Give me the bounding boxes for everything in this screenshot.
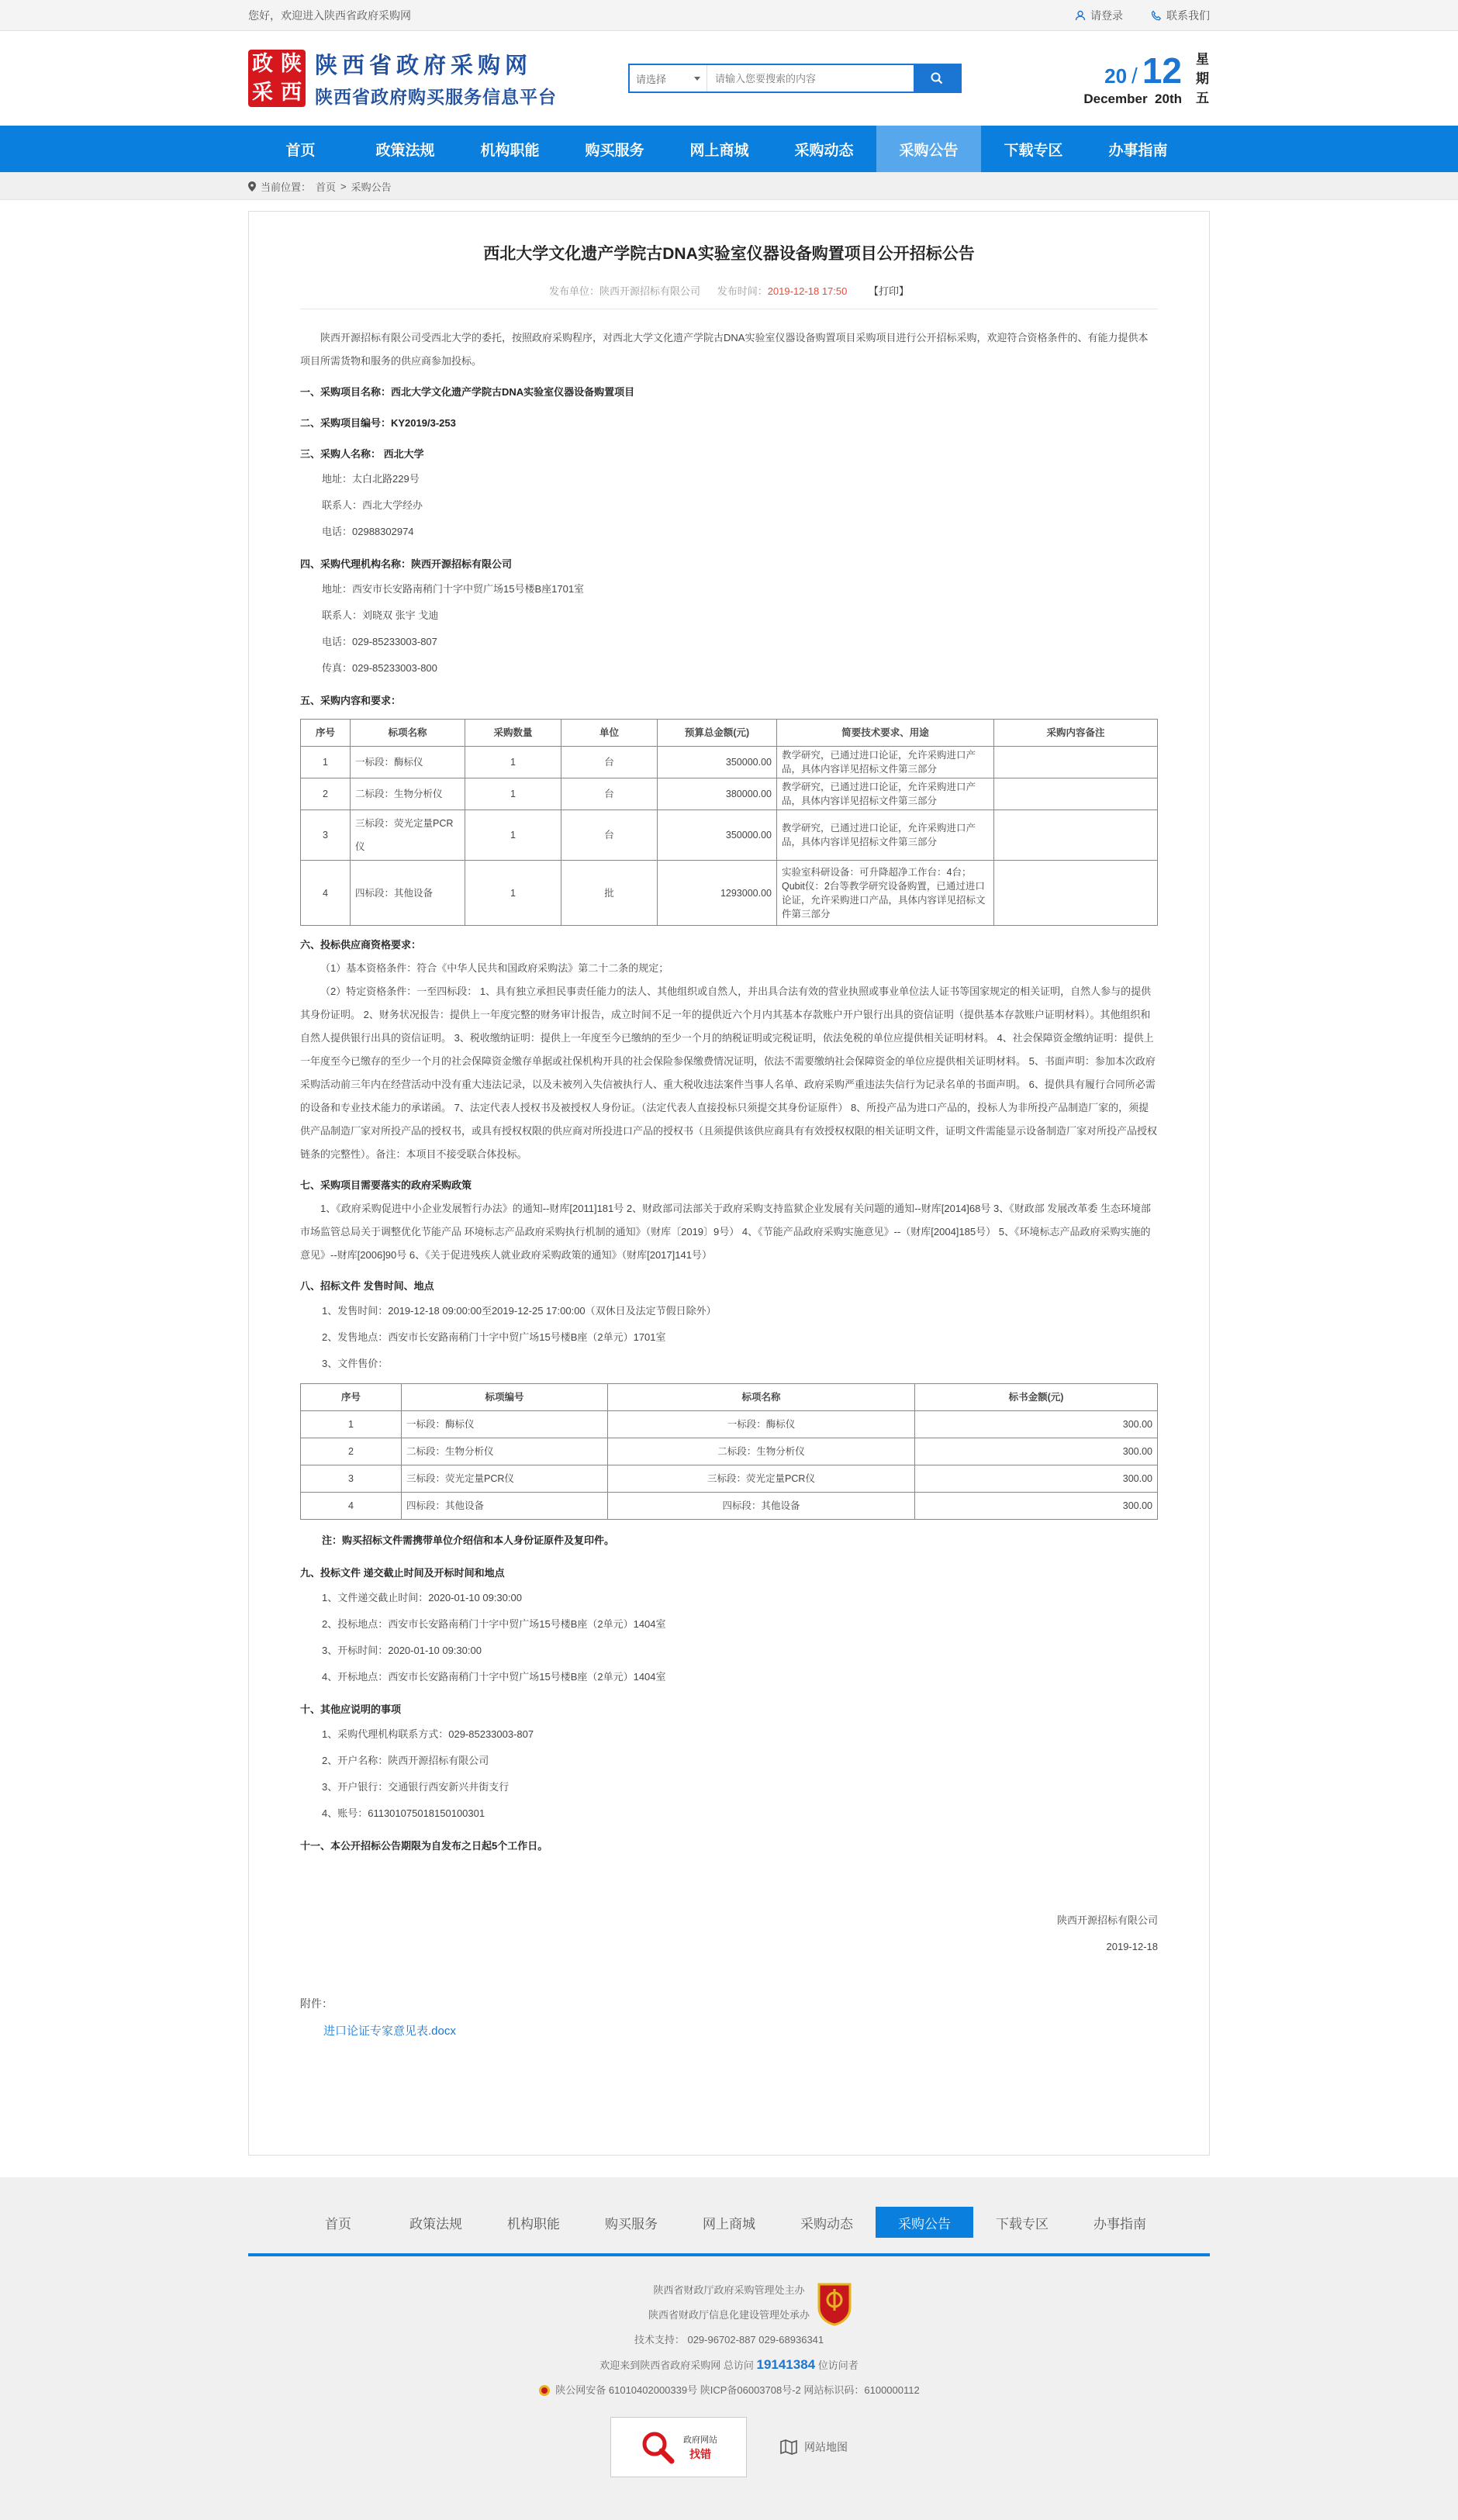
sitemap-label: 网站地图 [804,2441,848,2453]
table-header: 序号 [301,720,351,747]
search-category-value: 请选择 [636,73,667,85]
table-cell: 教学研究，已通过进口论证，允许采购进口产品，具体内容详见招标文件第三部分 [777,747,994,778]
login-link[interactable] [1075,8,1123,23]
table-cell: 三标段：荧光定量PCR仪 [402,1465,608,1493]
section-heading: 九、投标文件 递交截止时间及开标时间和地点 [300,1567,505,1579]
table-header: 序号 [301,1384,402,1411]
table-row [301,861,1158,926]
nav-item[interactable]: 购买服务 [585,142,644,159]
table-cell: 1 [301,747,351,778]
table-cell: 1293000.00 [658,861,777,926]
table-cell: 三标段：荧光定量PCR仪 [351,810,465,861]
date-slash: / [1132,64,1138,88]
table-cell: 4 [301,861,351,926]
section-heading: 二、采购项目编号：KY2019/3-253 [300,417,456,429]
list-item: 1、发售时间：2019-12-18 09:00:00至2019-12-25 17:00:00（双休日及法定节假日除外） [322,1305,717,1317]
list-item: 地址：太白北路229号 [322,473,420,485]
list-item: 地址：西安市长安路南稍门十字中贸广场15号楼B座1701室 [322,583,585,595]
breadcrumb [0,172,1458,200]
list-item: 1、采购代理机构联系方式：029-85233003-807 [322,1728,534,1740]
list-item: 联系人：西北大学经办 [322,499,423,511]
search-bar [628,64,962,93]
icp-text: 陕公网安备 61010402000339号 陕ICP备06003708号-2 网站标识码：6100000112 [555,2384,920,2396]
publish-time: 2019-12-18 17:50 [767,285,848,297]
purchase-note: 注：购买招标文件需携带单位介绍信和本人身份证原件及复印件。 [322,1534,615,1546]
table-cell: 教学研究，已通过进口论证，允许采购进口产品，具体内容详见招标文件第三部分 [777,810,994,861]
section-heading: 一、采购项目名称：西北大学文化遗产学院古DNA实验室仪器设备购置项目 [300,386,635,398]
site-name: 陕西省政府采购网 [315,52,533,78]
attachment-label: 附件： [300,1997,333,2010]
list-item: 电话：02988302974 [322,526,414,537]
nav-item[interactable]: 机构职能 [480,142,540,159]
list-item: 3、文件售价： [322,1358,389,1369]
seal-char: 陕 [281,52,302,76]
table-row [301,810,1158,861]
logo-seal [248,50,306,107]
list-item: 4、开标地点：西安市长安路南稍门十字中贸广场15号楼B座（2单元）1404室 [322,1671,666,1683]
table-header: 采购内容备注 [994,720,1158,747]
table-cell: 1 [465,861,561,926]
visit-count: 19141384 [756,2357,816,2372]
footer-support: 技术支持： 029-96702-887 029-68936341 [634,2334,824,2346]
date-month: December [1083,91,1148,106]
table-cell: 一标段：酶标仪 [402,1411,608,1438]
footer-undertaker: 陕西省财政厅信息化建设管理处承办 [648,2309,810,2321]
table-cell: 台 [561,778,658,810]
footer-nav-item[interactable]: 购买服务 [605,2216,658,2232]
table-cell: 二标段：生物分析仪 [351,778,465,810]
footer-nav-item[interactable]: 首页 [325,2216,351,2232]
table-row [301,1493,1158,1520]
section-heading: 十、其他应说明的事项 [300,1704,402,1715]
footer-nav-item[interactable]: 政策法规 [409,2216,462,2232]
table-header: 简要技术要求、用途 [777,720,994,747]
table-cell: 350000.00 [658,810,777,861]
sign-org: 陕西开源招标有限公司 [1056,1914,1158,1926]
table-row [301,1438,1158,1465]
article-meta [300,283,1158,309]
nav-item[interactable]: 下载专区 [1004,142,1063,159]
search-input[interactable] [707,65,914,91]
nav-item[interactable]: 政策法规 [375,142,435,159]
caret-down-icon [694,77,700,81]
list-item: 4、账号：611301075018150100301 [322,1807,485,1819]
nav-item[interactable]: 办事指南 [1108,142,1168,159]
table-row [301,1465,1158,1493]
visits-suffix: 位访问者 [817,2359,859,2371]
table-cell: 350000.00 [658,747,777,778]
phone-icon [1151,10,1162,21]
seal-char: 西 [281,81,302,105]
table-cell: 三标段：荧光定量PCR仪 [608,1465,915,1493]
breadcrumb-label: 当前位置： [261,181,312,193]
table-cell: 2 [301,1438,402,1465]
nav-item[interactable]: 网上商城 [689,142,749,159]
breadcrumb-home[interactable]: 首页 [316,181,337,193]
seal-char: 采 [252,81,273,105]
table-cell: 一标段：酶标仪 [608,1411,915,1438]
table-cell: 1 [465,747,561,778]
table-cell: 4 [301,1493,402,1520]
footer-nav-item[interactable]: 办事指南 [1094,2216,1146,2232]
table-header: 采购数量 [465,720,561,747]
search-category-select[interactable] [630,65,707,91]
section-heading: 五、采购内容和要求： [300,695,402,706]
date-day-ordinal: 20th [1155,91,1182,106]
list-item: 3、开户银行：交通银行西安新兴井街支行 [322,1781,510,1793]
table-cell: 实验室科研设备：可升降超净工作台：4台；Qubit仪：2台等教学研究设备购置，已通过进口论证，允许采购进口产品，具体内容详见招标文件第三部分 [777,861,994,926]
table-row [301,1411,1158,1438]
table-cell: 台 [561,747,658,778]
nav-item[interactable]: 首页 [285,142,316,159]
list-item: 电话：029-85233003-807 [322,636,437,647]
table-header: 标项编号 [402,1384,608,1411]
footer-nav [248,2177,1210,2256]
breadcrumb-current[interactable]: 采购公告 [351,181,392,193]
table-header: 标书金额(元) [915,1384,1158,1411]
section-heading: 三、采购人名称： 西北大学 [300,448,424,460]
contact-link[interactable] [1151,8,1210,23]
header [0,31,1458,126]
report-error-badge[interactable] [610,2417,747,2477]
table-cell: 二标段：生物分析仪 [608,1438,915,1465]
contact-label: 联系我们 [1166,9,1210,22]
article-title: 西北大学文化遗产学院古DNA实验室仪器设备购置项目公开招标公告 [483,245,975,263]
footer [0,2177,1458,2520]
sitemap-link[interactable] [779,2435,848,2460]
date-day: 12 [1142,50,1182,91]
table-cell: 四标段：其他设备 [351,861,465,926]
breadcrumb-separator: > [340,180,347,192]
table-cell [994,861,1158,926]
visits-prefix: 欢迎来到陕西省政府采购网 总访问 [599,2359,754,2371]
table-cell: 2 [301,778,351,810]
top-bar [0,0,1458,31]
table-cell: 1 [301,1411,402,1438]
magnifier-icon [640,2429,675,2465]
table-cell: 3 [301,810,351,861]
table-cell [994,747,1158,778]
welcome-text: 您好，欢迎进入陕西省政府采购网 [248,9,411,22]
table-cell: 300.00 [915,1438,1158,1465]
table-cell [994,778,1158,810]
table-cell: 300.00 [915,1465,1158,1493]
table-cell: 300.00 [915,1411,1158,1438]
attachment-link[interactable]: 进口论证专家意见表.docx [323,2025,456,2038]
section-heading: 七、采购项目需要落实的政府采购政策 [300,1179,472,1191]
list-item: 传真：029-85233003-800 [322,662,437,674]
list-item: 3、开标时间：2020-01-10 09:30:00 [322,1645,482,1656]
footer-icp [0,2378,1458,2403]
section-heading: 十一、本公开招标公告期限为自发布之日起5个工作日。 [300,1840,548,1852]
table-cell: 380000.00 [658,778,777,810]
footer-nav-item[interactable]: 下载专区 [996,2216,1049,2232]
footer-nav-item[interactable]: 采购公告 [876,2207,973,2238]
table-cell: 二标段：生物分析仪 [402,1438,608,1465]
list-item: 2、发售地点：西安市长安路南稍门十字中贸广场15号楼B座（2单元）1701室 [322,1331,666,1343]
seal-char: 政 [252,52,273,76]
search-button[interactable] [914,65,960,91]
party-emblem-icon [816,2281,853,2326]
attachments [300,1996,1158,2038]
search-icon [931,72,943,85]
table-cell: 批 [561,861,658,926]
date-display [1083,50,1210,108]
list-item: 2、投标地点：西安市长安路南稍门十字中贸广场15号楼B座（2单元）1404室 [322,1618,666,1630]
list-item: 2、开户名称：陕西开源招标有限公司 [322,1755,489,1766]
table-header: 标项名称 [608,1384,915,1411]
footer-nav-item[interactable]: 机构职能 [507,2216,560,2232]
date-year: 20 [1104,64,1128,88]
nav-item[interactable]: 采购公告 [876,126,981,172]
table-cell: 四标段：其他设备 [608,1493,915,1520]
table-cell: 四标段：其他设备 [402,1493,608,1520]
police-badge-icon [538,2384,551,2397]
weekday: 星期五 [1196,51,1209,105]
section-heading: 八、招标文件 发售时间、地点 [300,1280,434,1292]
badge-top: 政府网站 [683,2435,717,2445]
location-pin-icon [248,181,256,192]
article-body [300,326,1158,1858]
table-cell: 台 [561,810,658,861]
table-cell: 教学研究，已通过进口论证，允许采购进口产品，具体内容详见招标文件第三部分 [777,778,994,810]
login-label: 请登录 [1090,9,1123,22]
site-subtitle: 陕西省政府购买服务信息平台 [315,87,557,108]
table-cell: 一标段：酶标仪 [351,747,465,778]
print-button[interactable]: 【打印】 [868,285,909,297]
footer-info [0,2278,1458,2477]
table-header: 预算总金额(元) [658,720,777,747]
qualification-basic: （1）基本资格条件：符合《中华人民共和国政府采购法》第二十二条的规定； [320,962,669,974]
table-row [301,747,1158,778]
user-icon [1075,10,1086,21]
procurement-table [300,719,1158,926]
footer-nav-item[interactable]: 网上商城 [703,2216,755,2232]
table-cell: 1 [465,810,561,861]
main-nav [0,126,1458,172]
table-header: 单位 [561,720,658,747]
list-item: 1、文件递交截止时间：2020-01-10 09:30:00 [322,1592,522,1603]
section-heading: 六、投标供应商资格要求： [300,939,422,951]
site-logo[interactable] [248,48,628,109]
badge-main: 找错 [689,2448,711,2460]
qualification-specific: （2）特定资格条件：一至四标段： 1、具有独立承担民事责任能力的法人、其他组织或自然人，并出具合法有效的营业执照或事业单位法人证书等国家规定的相关证明，自然人参与的提供其身份证明。 2、财务状况报告：提供上一年度完整的财务审计报告，成立时间不足一年的提供近六个月内其基本存款账户开户银行出具的资信证明（提供基本存款账户证明材料）。其他组织和自然人提供银行出具的资信证明。 3、税收缴纳证明：提供上一年度至今已缴纳的至少一个月的纳税证明或完税证明，依法免税的单位应提供相关证明材料。 4、社会保障资金缴纳证明：提供上一年度至今已缴存的至少一个月的社会保障资金缴存单据或社保机构开具的社会保险参保缴费情况证明，依法不需要缴纳社会保障资金的单位应提供相关证明材料。 5、书面声明：参加本次政府采购活动前三年内在经营活动中没有重大违法记录，以及未被列入失信被执行人、重大税收违法案件当事人名单、政府采购严重违法失信行为记录名单的书面声明。 6、提供具有履行合同所必需的设备和专业技术能力的承诺函。 7、法定代表人授权书及被授权人身份证。（法定代表人直接投标只须提交其身份证原件） 8、所投产品为进口产品的，投标人为非所投产品制造厂家的，须提供产品制造厂家对所投产品的授权书，或具有授权权限的供应商对所投进口产品的授权书（且须提供该供应商具有有效授权权限的相关证明文件，证明文件需能显示设备制造厂家对所投产品授权链条的完整性）。备注：本项目不接受联合体投标。 [300,986,1158,1160]
table-cell: 300.00 [915,1493,1158,1520]
list-item: 联系人：刘晓双 张宇 戈迪 [322,609,439,621]
footer-nav-item[interactable]: 采购动态 [800,2216,853,2232]
intro-paragraph: 陕西开源招标有限公司受西北大学的委托，按照政府采购程序，对西北大学文化遗产学院古DNA实验室仪器设备购置项目采购项目进行公开招标采购，欢迎符合资格条件的、有能力提供本项目所需货物和服务的供应商参加投标。 [300,332,1149,367]
table-cell [994,810,1158,861]
table-cell: 3 [301,1465,402,1493]
sign-date: 2019-12-18 [1106,1941,1158,1952]
nav-item[interactable]: 采购动态 [794,142,854,159]
table-row [301,778,1158,810]
footer-visits [0,2353,1458,2378]
publisher-label: 发布单位： [548,285,599,297]
sitemap-icon [779,2439,798,2456]
table-header: 标项名称 [351,720,465,747]
section-heading: 四、采购代理机构名称：陕西开源招标有限公司 [300,558,513,570]
publisher: 陕西开源招标有限公司 [599,285,701,297]
table-cell: 1 [465,778,561,810]
footer-host: 陕西省财政厅政府采购管理处主办 [653,2284,805,2296]
policy-paragraph: 1、《政府采购促进中小企业发展暂行办法》的通知--财库[2011]181号 2、财政部司法部关于政府采购支持监狱企业发展有关问题的通知--财库[2014]68号 3、《财政部 发展改革委 生态环境部 市场监管总局关于调整优化节能产品 环境标志产品政府采购执行机制的通知》（财库〔2019〕9号） 4、《节能产品政府采购实施意见》--（财库[2004]185号） 5、《环境标志产品政府采购实施的意见》--财库[2006]90号 6、《关于促进残疾人就业政府采购政策的通知》（财库[2017]141号） [300,1203,1151,1261]
article [248,211,1210,2156]
document-price-table [300,1383,1158,1520]
publish-time-label: 发布时间： [717,285,768,297]
signature [300,1907,1158,1960]
